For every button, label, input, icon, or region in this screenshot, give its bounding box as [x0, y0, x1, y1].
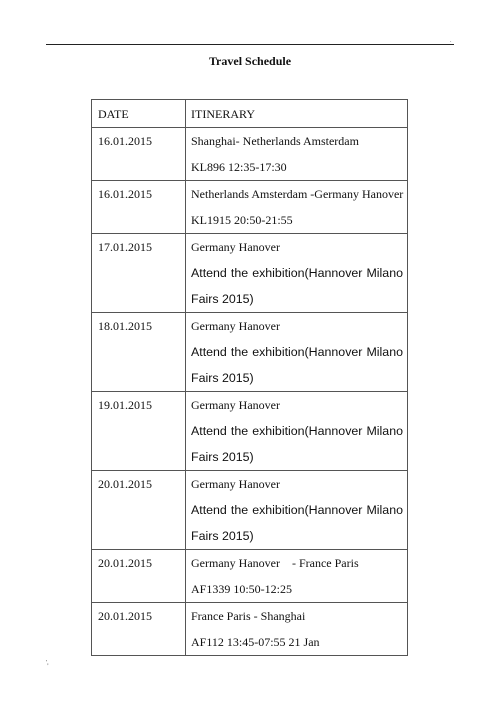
row-date — [92, 550, 186, 603]
row-itinerary — [186, 471, 408, 550]
table-row — [92, 313, 408, 392]
row-date — [92, 471, 186, 550]
itinerary-location: Germany Hanover — [191, 319, 280, 333]
header-rule — [46, 44, 454, 45]
itinerary-location: Germany Hanover — [191, 398, 280, 412]
date-text: 16.01.2015 — [98, 187, 152, 201]
table-row — [92, 128, 408, 181]
row-itinerary — [186, 234, 408, 313]
table-row — [92, 471, 408, 550]
itinerary-activity: Attend the exhibition(Hannover Milano — [191, 266, 403, 280]
row-itinerary — [186, 603, 408, 656]
row-date — [92, 181, 186, 234]
date-text: 20.01.2015 — [98, 556, 152, 570]
row-itinerary — [186, 550, 408, 603]
table-header-row — [92, 100, 408, 128]
date-text: 17.01.2015 — [98, 240, 152, 254]
itinerary-activity: Attend the exhibition(Hannover Milano — [191, 424, 403, 438]
header-date — [92, 100, 186, 128]
table-row — [92, 392, 408, 471]
table-row — [92, 603, 408, 656]
date-text: 20.01.2015 — [98, 477, 152, 491]
table-row — [92, 181, 408, 234]
itinerary-route: Shanghai- Netherlands Amsterdam — [191, 134, 359, 148]
row-itinerary — [186, 128, 408, 181]
date-text: 19.01.2015 — [98, 398, 152, 412]
itinerary-activity: Attend the exhibition(Hannover Milano — [191, 345, 403, 359]
itinerary-flight: AF112 13:45-07:55 21 Jan — [191, 635, 320, 649]
header-itinerary — [186, 100, 408, 128]
row-itinerary — [186, 392, 408, 471]
itinerary-flight: KL896 12:35-17:30 — [191, 160, 287, 174]
itinerary-route: France Paris - Shanghai — [191, 609, 306, 623]
itinerary-activity-cont: Fairs 2015) — [191, 371, 254, 385]
corner-mark-bottom: ', — [46, 660, 49, 666]
date-text: 20.01.2015 — [98, 609, 152, 623]
travel-schedule-table — [91, 99, 408, 656]
page-title: Travel Schedule — [208, 54, 292, 68]
row-itinerary — [186, 181, 408, 234]
header-date-label: DATE — [98, 107, 129, 121]
itinerary-activity-cont: Fairs 2015) — [191, 292, 254, 306]
header-itinerary-label: ITINERARY — [191, 107, 255, 121]
date-text: 16.01.2015 — [98, 134, 152, 148]
row-date — [92, 603, 186, 656]
itinerary-flight: AF1339 10:50-12:25 — [191, 582, 293, 596]
itinerary-location: Germany Hanover — [191, 240, 280, 254]
row-date — [92, 128, 186, 181]
row-date — [92, 234, 186, 313]
itinerary-route: Germany Hanover - France Paris — [191, 556, 359, 570]
date-text: 18.01.2015 — [98, 319, 152, 333]
table-row — [92, 550, 408, 603]
row-itinerary — [186, 313, 408, 392]
row-date — [92, 313, 186, 392]
itinerary-activity: Attend the exhibition(Hannover Milano — [191, 503, 403, 517]
row-date — [92, 392, 186, 471]
itinerary-flight: KL1915 20:50-21:55 — [191, 213, 293, 227]
table-row — [92, 234, 408, 313]
itinerary-activity-cont: Fairs 2015) — [191, 529, 254, 543]
corner-mark-top: . — [450, 38, 452, 44]
itinerary-route: Netherlands Amsterdam -Germany Hanover — [191, 187, 404, 201]
itinerary-activity-cont: Fairs 2015) — [191, 450, 254, 464]
itinerary-location: Germany Hanover — [191, 477, 280, 491]
